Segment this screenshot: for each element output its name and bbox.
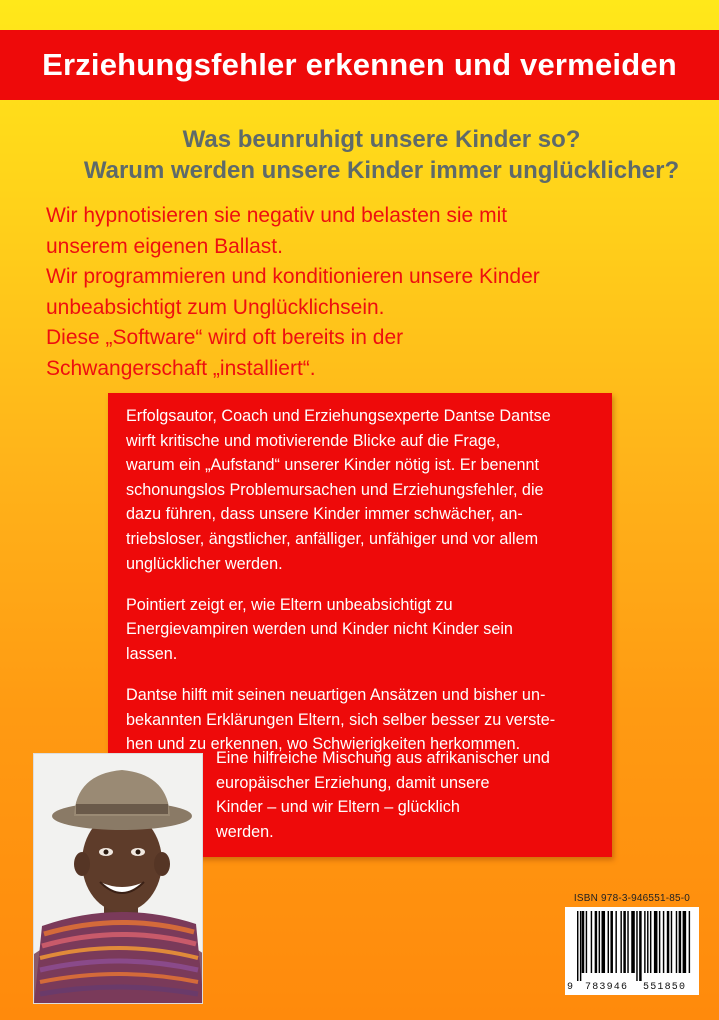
blurb-line: Erfolgsautor, Coach und Erziehungsexperte Dantse Dantse — [126, 407, 551, 425]
blurb-line: Dantse hilft mit seinen neuartigen Ansätzen und bisher un- — [126, 685, 546, 704]
barcode-digit-first: 9 — [567, 982, 574, 993]
intro-line: Wir programmieren und konditionieren unsere Kinder — [46, 265, 540, 288]
blurb-line: lassen. — [126, 644, 178, 663]
blurb-text — [126, 404, 602, 841]
intro-text — [46, 201, 686, 384]
book-title: Erziehungsfehler erkennen und vermeiden — [42, 47, 677, 82]
intro-line: unbeabsichtigt zum Unglücklichsein. — [46, 295, 385, 319]
blurb-paragraph-1 — [126, 404, 602, 576]
intro-line: unserem eigenen Ballast. — [46, 234, 283, 258]
intro-line: Schwangerschaft „installiert“. — [46, 356, 316, 380]
blurb-line: europäischer Erziehung, damit unsere — [216, 773, 490, 792]
blurb-line: Energievampiren werden und Kinder nicht Kinder sein — [126, 620, 513, 639]
question-line: Warum werden unsere Kinder immer unglücklicher? — [83, 157, 680, 184]
isbn-barcode-block — [565, 893, 699, 995]
blurb-paragraph-2 — [126, 593, 602, 667]
question-block — [0, 124, 719, 186]
blurb-line: Kinder – und wir Eltern – glücklich — [216, 798, 460, 817]
blurb-line: unglücklicher werden. — [126, 554, 283, 573]
blurb-line: schonungslos Problemursachen und Erziehungsfehler, die — [126, 480, 544, 499]
barcode-digits-left: 783946 — [585, 982, 629, 993]
blurb-line: Eine hilfreiche Mischung aus afrikanischer und — [216, 749, 550, 767]
blurb-line: hen und zu erkennen, wo Schwierigkeiten herkommen. — [126, 735, 521, 754]
blurb-line: Pointiert zeigt er, wie Eltern unbeabsichtigt zu — [126, 595, 453, 614]
barcode — [565, 907, 699, 995]
barcode-bars — [565, 907, 699, 985]
barcode-digits-right: 551850 — [643, 982, 687, 993]
blurb-line: warum ein „Aufstand“ unserer Kinder nötig ist. Er benennt — [126, 456, 539, 475]
blurb-line: wirft kritische und motivierende Blicke auf die Frage, — [126, 431, 501, 450]
blurb-line: triebsloser, ängstlicher, anfälliger, unfähiger und vor allem — [126, 529, 539, 548]
question-line: Was beunruhigt unsere Kinder so? — [182, 126, 581, 153]
isbn-label: ISBN 978-3-946551-85-0 — [573, 893, 691, 904]
author-photo — [33, 753, 203, 1004]
blurb-line: werden. — [216, 822, 274, 841]
intro-line: Wir hypnotisieren sie negativ und belasten sie mit — [46, 204, 508, 227]
author-portrait-illustration — [34, 754, 203, 1004]
blurb-paragraph-4 — [216, 746, 596, 844]
blurb-line: dazu führen, dass unsere Kinder immer schwächer, an- — [126, 505, 523, 524]
intro-line: Diese „Software“ wird oft bereits in der — [46, 326, 404, 349]
blurb-line: bekannten Erklärungen Eltern, sich selber besser zu verste- — [126, 710, 556, 729]
title-banner — [0, 30, 719, 100]
